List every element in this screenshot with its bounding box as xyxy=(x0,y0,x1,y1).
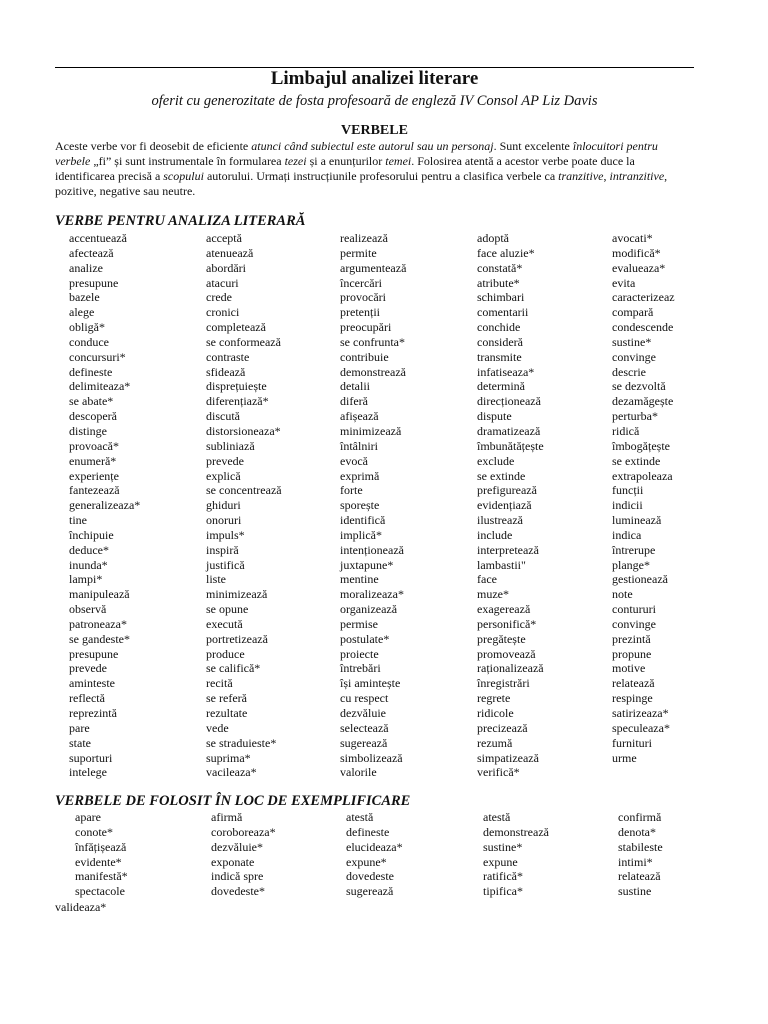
verb-item: intelege xyxy=(69,765,107,780)
trailing-verb: valideaza* xyxy=(55,900,107,914)
verb-item: se opune xyxy=(206,602,249,617)
verb-item: pare xyxy=(69,720,90,735)
verb-item: sustine* xyxy=(612,334,652,349)
verb-item: patroneaza* xyxy=(69,616,127,631)
verb-item: cronici xyxy=(206,305,240,320)
page-title: Limbajul analizei literare xyxy=(270,68,479,89)
verb-item: presupune xyxy=(69,275,119,290)
verb-item: consideră xyxy=(477,334,523,349)
verb-item: presupune xyxy=(69,646,119,661)
verb-item: sugerează xyxy=(346,884,394,899)
verb-item: note xyxy=(612,587,633,602)
verb-item: sugerează xyxy=(340,735,388,750)
verb-column xyxy=(206,231,282,780)
verb-item: spectacole xyxy=(75,884,125,899)
verb-item: evita xyxy=(612,275,636,290)
verb-column xyxy=(346,810,403,899)
verb-item: raționalizează xyxy=(477,661,544,676)
verb-item: onoruri xyxy=(206,513,242,528)
verb-item: justifică xyxy=(206,557,245,572)
intro-emphasis: intranzitive xyxy=(609,169,665,183)
verb-item: dezvăluie* xyxy=(211,839,263,854)
verb-item: relatează xyxy=(612,676,655,691)
verb-item: respinge xyxy=(612,691,653,706)
verb-item: afișează xyxy=(340,409,379,424)
verb-item: lampi* xyxy=(69,572,103,587)
verb-item: ridică xyxy=(612,423,640,438)
intro-text: autorului. Urmați instrucțiunile profesorului pentru a clasifica verbele ca xyxy=(203,169,559,183)
verb-column xyxy=(477,231,544,780)
verb-item: propune xyxy=(612,646,652,661)
verb-item: vacileaza* xyxy=(206,765,257,780)
verb-item: fantezează xyxy=(69,483,120,498)
verb-item: dramatizează xyxy=(477,423,541,438)
verb-item: recită xyxy=(206,676,233,691)
verb-item: implică* xyxy=(340,527,382,542)
verb-item: conduce xyxy=(69,334,109,349)
verb-item: aminteste xyxy=(69,676,115,691)
verb-item: identifică xyxy=(340,513,386,528)
verb-item: interpretează xyxy=(477,542,539,557)
verb-item: selectează xyxy=(340,720,389,735)
verb-item: expune xyxy=(483,854,518,869)
verb-item: satirizeaza* xyxy=(612,706,669,720)
verb-item: inunda* xyxy=(69,557,108,572)
verb-item: valorile xyxy=(340,765,377,780)
verb-item: concursuri* xyxy=(69,349,126,364)
verb-item: evocă xyxy=(340,453,368,468)
section-title-exemplification: VERBELE DE FOLOSIT ÎN LOC DE EXEMPLIFICARE xyxy=(55,793,411,809)
verb-item: dispute xyxy=(477,409,512,424)
verb-item: ridicole xyxy=(477,706,514,720)
verb-item: lambastii" xyxy=(477,557,526,572)
verb-item: determină xyxy=(477,379,525,394)
verb-item: sustine xyxy=(618,884,652,899)
intro-text: . Sunt excelente xyxy=(493,139,573,153)
verb-item: afectează xyxy=(69,245,114,260)
verb-item: schimbari xyxy=(477,290,525,305)
verb-item: convinge xyxy=(612,616,656,631)
verb-item: evidente* xyxy=(75,854,122,869)
intro-text: , pozitive, negative sau neutre. xyxy=(55,169,668,198)
verb-item: evidențiază xyxy=(477,498,532,513)
verb-item: contraste xyxy=(206,349,250,364)
verb-item: sfidează xyxy=(206,364,246,379)
verb-item: atenuează xyxy=(206,245,254,260)
verb-item: detalii xyxy=(340,379,370,394)
verb-item: forte xyxy=(340,483,363,498)
verb-item: manifestă* xyxy=(75,869,128,884)
intro-text: , xyxy=(603,169,610,183)
verb-item: promovează xyxy=(477,646,536,661)
verb-item: simpatizează xyxy=(477,750,539,765)
verb-item: defineste xyxy=(69,364,113,379)
verb-item: condescende xyxy=(612,320,674,335)
verb-item: proiecte xyxy=(340,646,379,661)
verb-item: discută xyxy=(206,409,240,424)
verb-item: tipifica* xyxy=(483,884,523,899)
verb-item: extrapoleaza xyxy=(612,468,673,483)
verb-item: crede xyxy=(206,290,232,305)
intro-text: . Folosirea atentă a acestor verbe poate duce la identificarea precisă a xyxy=(55,154,635,183)
verb-item: defineste xyxy=(346,824,390,839)
page-subtitle: oferit cu generozitate de fosta profesoară de engleză IV Consol AP Liz Davis xyxy=(151,93,598,109)
verb-item: juxtapune* xyxy=(340,557,394,572)
verb-item: prevede xyxy=(206,453,244,468)
verb-item: analize xyxy=(69,260,103,275)
verb-item: înfățișează xyxy=(75,839,127,854)
verb-item: prezintă xyxy=(612,631,651,646)
verb-column xyxy=(69,231,140,780)
verb-item: mentine xyxy=(340,572,379,587)
verb-item: intenționează xyxy=(340,542,404,557)
intro-paragraph xyxy=(55,139,694,199)
verb-item: gestionează xyxy=(612,572,668,587)
verb-item: minimizează xyxy=(206,587,268,602)
verb-item: simbolizează xyxy=(340,750,403,765)
verb-item: bazele xyxy=(69,290,100,305)
verb-item: urme xyxy=(612,750,637,765)
verb-item: provocări xyxy=(340,290,386,305)
verb-item: conote* xyxy=(75,824,113,839)
intro-text: Aceste verbe vor fi deosebit de eficiente xyxy=(55,139,252,153)
verb-item: enumeră* xyxy=(69,453,117,468)
verb-item: îmbunătățește xyxy=(477,438,544,453)
verb-item: se concentrează xyxy=(206,483,282,498)
verb-item: rezumă xyxy=(477,735,513,750)
verb-item: se referă xyxy=(206,691,247,706)
verb-item: constată* xyxy=(477,260,523,275)
verb-item: preocupări xyxy=(340,320,392,335)
verb-item: se extinde xyxy=(612,453,661,468)
intro-emphasis: înlocuitori pentru verbele xyxy=(55,139,658,168)
verb-item: completează xyxy=(206,320,266,335)
verb-item: furnituri xyxy=(612,735,652,750)
intro-emphasis: atunci când subiectul este autorul sau un personaj xyxy=(251,139,494,153)
verb-item: pregătește xyxy=(477,631,526,646)
verb-item: convinge xyxy=(612,349,656,364)
verb-item: se confrunta* xyxy=(340,334,405,349)
verb-item: se dezvoltă xyxy=(612,379,666,394)
verb-item: avocati* xyxy=(612,231,653,245)
verb-item: întâlniri xyxy=(340,438,378,453)
verb-item: verifică* xyxy=(477,765,520,780)
verb-item: plange* xyxy=(612,557,650,572)
verb-item: întrebări xyxy=(340,661,381,676)
verb-item: permise xyxy=(340,616,378,631)
verb-item: direcționează xyxy=(477,394,541,409)
verb-item: modifică* xyxy=(612,245,661,260)
intro-emphasis: scopului xyxy=(163,169,204,183)
verb-item: se conformează xyxy=(206,334,281,349)
verb-item: compară xyxy=(612,305,654,320)
verb-item: regrete xyxy=(477,691,511,706)
verb-column xyxy=(483,810,549,899)
verb-item: transmite xyxy=(477,349,522,364)
verb-item: moralizeaza* xyxy=(340,587,404,602)
verb-item: ghiduri xyxy=(206,498,241,513)
verb-item: ratifică* xyxy=(483,869,523,884)
verb-item: se straduieste* xyxy=(206,735,277,750)
verb-item: îmbogățește xyxy=(612,438,670,453)
verb-item: permite xyxy=(340,245,377,260)
verb-item: dezamăgește xyxy=(612,394,674,409)
verb-item: produce xyxy=(206,646,245,661)
verb-item: inspiră xyxy=(206,542,239,557)
verb-item: impuls* xyxy=(206,527,245,542)
verb-item: prefigurează xyxy=(477,483,537,498)
verb-column xyxy=(612,231,675,765)
verb-item: descrie xyxy=(612,364,646,379)
verb-item: atestă xyxy=(346,810,374,824)
intro-emphasis: temei xyxy=(385,154,412,168)
verb-item: explică xyxy=(206,468,241,483)
verb-item: rezultate xyxy=(206,706,248,720)
verb-item: diferențiază* xyxy=(206,394,269,409)
verb-item: elucideaza* xyxy=(346,839,403,854)
verb-item: state xyxy=(69,735,91,750)
verb-item: minimizează xyxy=(340,423,402,438)
verb-item: prevede xyxy=(69,661,107,676)
verb-item: precizează xyxy=(477,720,528,735)
verb-item: distorsioneaza* xyxy=(206,423,281,438)
verb-item: ilustrează xyxy=(477,513,523,528)
verb-item: reflectă xyxy=(69,691,105,706)
verb-item: întrerupe xyxy=(612,542,656,557)
verb-item: confirmă xyxy=(618,810,662,824)
verb-item: exprimă xyxy=(340,468,380,483)
verb-column xyxy=(618,810,663,899)
verb-item: disprețuiește xyxy=(206,379,267,394)
verb-item: diferă xyxy=(340,394,368,409)
verb-column xyxy=(211,810,276,899)
section-title-literary-analysis: VERBE PENTRU ANALIZA LITERARĂ xyxy=(55,213,306,229)
verb-item: realizează xyxy=(340,231,388,245)
verb-item: conchide xyxy=(477,320,521,335)
verb-item: dezvăluie xyxy=(340,706,386,720)
verb-item: luminează xyxy=(612,513,662,528)
verb-item: se califică* xyxy=(206,661,261,676)
verb-item: coroboreaza* xyxy=(211,824,276,839)
verb-item: adoptă xyxy=(477,231,509,245)
verb-item: liste xyxy=(206,572,226,587)
section-heading-verbele: VERBELE xyxy=(341,123,408,138)
verb-item: vede xyxy=(206,720,229,735)
verb-item: infatiseaza* xyxy=(477,364,535,379)
verb-item: înregistrări xyxy=(477,676,530,691)
verb-item: experiențe xyxy=(69,468,119,483)
verb-item: descoperă xyxy=(69,409,117,424)
verb-item: intimi* xyxy=(618,854,653,869)
verb-item: sporește xyxy=(340,498,380,513)
verb-item: alege xyxy=(69,305,95,320)
verb-item: organizează xyxy=(340,602,398,617)
verb-item: indicii xyxy=(612,498,643,513)
verb-item: acceptă xyxy=(206,231,242,245)
verb-item: caracterizeaz xyxy=(612,290,675,305)
verb-item: comentarii xyxy=(477,305,529,320)
verb-item: exclude xyxy=(477,453,515,468)
verb-item: face aluzie* xyxy=(477,245,535,260)
verb-item: observă xyxy=(69,602,107,617)
intro-text: „fi” și sunt instrumentale în formularea xyxy=(90,154,285,168)
verb-item: contribuie xyxy=(340,349,389,364)
verb-item: închipuie xyxy=(69,527,114,542)
intro-text: și a enunțurilor xyxy=(306,154,386,168)
verb-item: provoacă* xyxy=(69,438,119,453)
verb-item: motive xyxy=(612,661,646,676)
verb-item: afirmă xyxy=(211,810,243,824)
verb-item: stabileste xyxy=(618,839,663,854)
verb-item: atestă xyxy=(483,810,511,824)
verb-item: atribute* xyxy=(477,275,520,290)
verb-item: cu respect xyxy=(340,691,389,706)
verb-item: denota* xyxy=(618,824,656,839)
verb-column xyxy=(340,231,406,780)
verb-item: abordări xyxy=(206,260,246,275)
verb-item: distinge xyxy=(69,423,107,438)
intro-emphasis: tezei xyxy=(284,154,307,168)
verb-item: contururi xyxy=(612,602,656,617)
verb-item: dovedeste xyxy=(346,869,394,884)
verb-item: încercări xyxy=(340,275,382,290)
verb-item: generalizeaza* xyxy=(69,498,141,513)
verb-item: muze* xyxy=(477,587,509,602)
verb-item: atacuri xyxy=(206,275,239,290)
verb-item: obligă* xyxy=(69,320,105,335)
verb-item: demonstrează xyxy=(340,364,406,379)
verb-item: își amintește xyxy=(340,676,401,691)
verb-item: se extinde xyxy=(477,468,526,483)
verb-item: expune* xyxy=(346,854,387,869)
verb-item: accentuează xyxy=(69,231,127,245)
verb-item: reprezintă xyxy=(69,706,117,720)
verb-item: se gandeste* xyxy=(69,631,130,646)
verb-item: subliniază xyxy=(206,438,255,453)
verb-item: relatează xyxy=(618,869,661,884)
verb-item: face xyxy=(477,572,497,587)
verb-item: argumentează xyxy=(340,260,407,275)
verb-item: execută xyxy=(206,616,243,631)
verb-item: pretenții xyxy=(340,305,380,320)
verb-item: sustine* xyxy=(483,839,523,854)
verb-item: personifică* xyxy=(477,616,537,631)
verb-item: portretizează xyxy=(206,631,268,646)
verb-item: postulate* xyxy=(340,631,390,646)
verb-item: indica xyxy=(612,527,642,542)
verb-item: exagerează xyxy=(477,602,531,617)
verb-item: deduce* xyxy=(69,542,109,557)
verb-item: evalueaza* xyxy=(612,260,666,275)
verb-item: se abate* xyxy=(69,394,114,409)
verb-item: exponate xyxy=(211,854,255,869)
verb-item: demonstrează xyxy=(483,824,549,839)
verb-item: tine xyxy=(69,513,87,528)
verb-item: delimiteaza* xyxy=(69,379,131,394)
verb-item: suprima* xyxy=(206,750,251,765)
verb-column xyxy=(75,810,128,899)
verb-item: indică spre xyxy=(211,869,264,884)
intro-emphasis: tranzitive xyxy=(558,169,604,183)
verb-item: include xyxy=(477,527,513,542)
verb-item: speculeaza* xyxy=(612,720,670,735)
verb-item: suporturi xyxy=(69,750,113,765)
verb-item: apare xyxy=(75,810,101,824)
verb-item: funcții xyxy=(612,483,644,498)
verb-item: perturba* xyxy=(612,409,658,424)
verb-item: manipulează xyxy=(69,587,130,602)
verb-item: dovedeste* xyxy=(211,884,265,899)
